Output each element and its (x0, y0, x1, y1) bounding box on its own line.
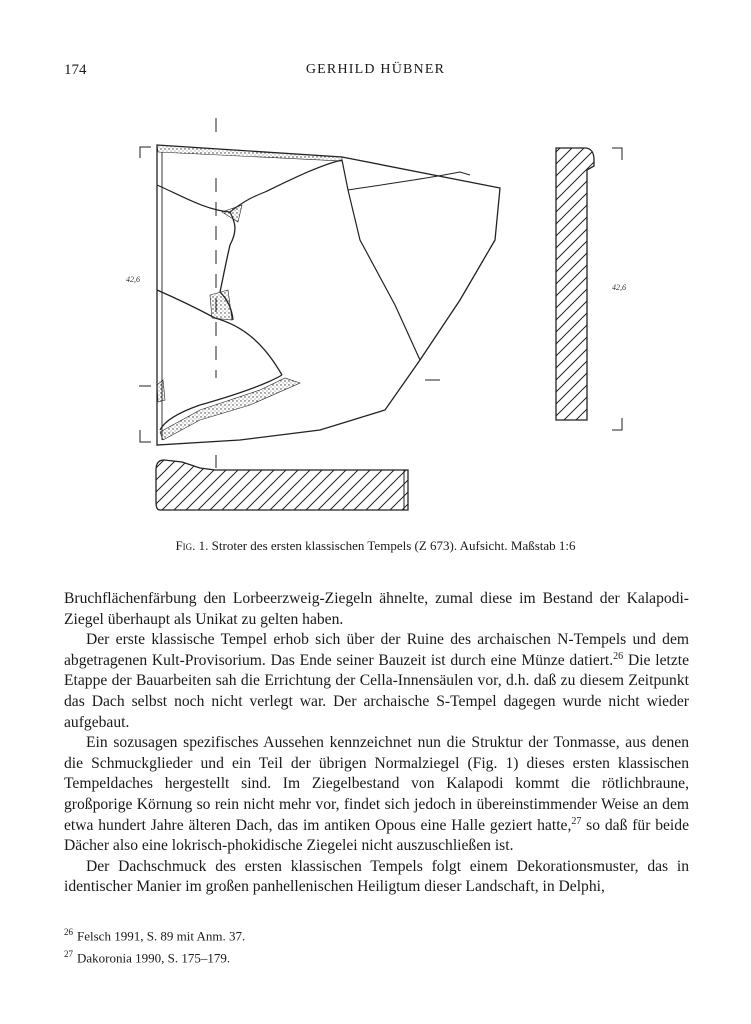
measure-label-left: 42,6 (126, 275, 140, 284)
page-number: 174 (64, 62, 87, 78)
footnote-text: Dakoronia 1990, S. 175–179. (77, 950, 231, 966)
paragraph (64, 733, 689, 857)
paragraph-text: Ein sozusagen spezifisches Aussehen kennzeichnet nun die Struktur der Tonmasse, aus denen die Schmuckglieder und ein Teil der übrigen Normalziegel (Fig. 1) dieses ersten klassischen Tempeldaches hergestellt sind. Im Ziegelbestand von Kalapodi kommt die rötlichbraune, großporige Körnung so rein nicht mehr vor, findet sich jedoch in übereinstimmender Weise an dem etwa hundert Jahre älteren Dach, das im antiken Opous eine Halle geziert hatte, (64, 734, 689, 834)
paragraph: Der Dachschmuck des ersten klassischen Tempels folgt einem Dekorationsmuster, das in identischer Manier im großen panhellenischen Heiligtum dieser Landschaft, in Delphi, (64, 857, 689, 896)
paragraph-text: so daß für beide Dächer also eine lokrisch-phokidische Ziegelei nicht auszuschließen ist. (64, 816, 689, 855)
body-text (64, 589, 689, 898)
footnote (64, 923, 245, 945)
paragraph: Bruchflächenfärbung den Lorbeerzweig-Ziegeln ähnelte, zumal diese im Bestand der Kalapodi-Ziegel überhaupt als Unikat zu gelten haben. (64, 590, 689, 628)
caption-text: Stroter des ersten klassischen Tempels (Z 673). Aufsicht. Maßstab 1:6 (211, 538, 576, 553)
footnote (64, 945, 245, 967)
footnote-ref[interactable]: 27 (571, 815, 582, 827)
paragraph-text: Die letzte Etappe der Bauarbeiten sah die Errichtung der Cella-Innensäulen vor, d.h. daß zu diesem Zeitpunkt das Dach selbst noch nicht verlegt war. Der archaische S-Tempel dagegen wurde nicht wieder aufgebaut. (64, 651, 689, 731)
footnote-number: 26 (64, 927, 73, 937)
footnotes (64, 923, 245, 968)
tile-plan-view (157, 145, 500, 445)
footnote-text: Felsch 1991, S. 89 mit Anm. 37. (77, 928, 246, 944)
running-head-author: GERHILD HÜBNER (305, 62, 446, 77)
measure-label-right: 42,6 (612, 283, 626, 292)
tile-side-section (556, 148, 594, 420)
figure-caption (0, 538, 751, 554)
tile-bottom-section (156, 460, 408, 510)
paragraph-text: Der erste klassische Tempel erhob sich über der Ruine des archaischen N-Tempels und dem abgetragenen Kult-Provisorium. Das Ende seiner Bauzeit ist durch eine Münze datiert. (64, 631, 689, 669)
footnote-number: 27 (64, 949, 73, 960)
paragraph (64, 630, 689, 733)
caption-label: Fig. 1. (175, 538, 209, 553)
footnote-ref[interactable]: 26 (613, 650, 624, 662)
